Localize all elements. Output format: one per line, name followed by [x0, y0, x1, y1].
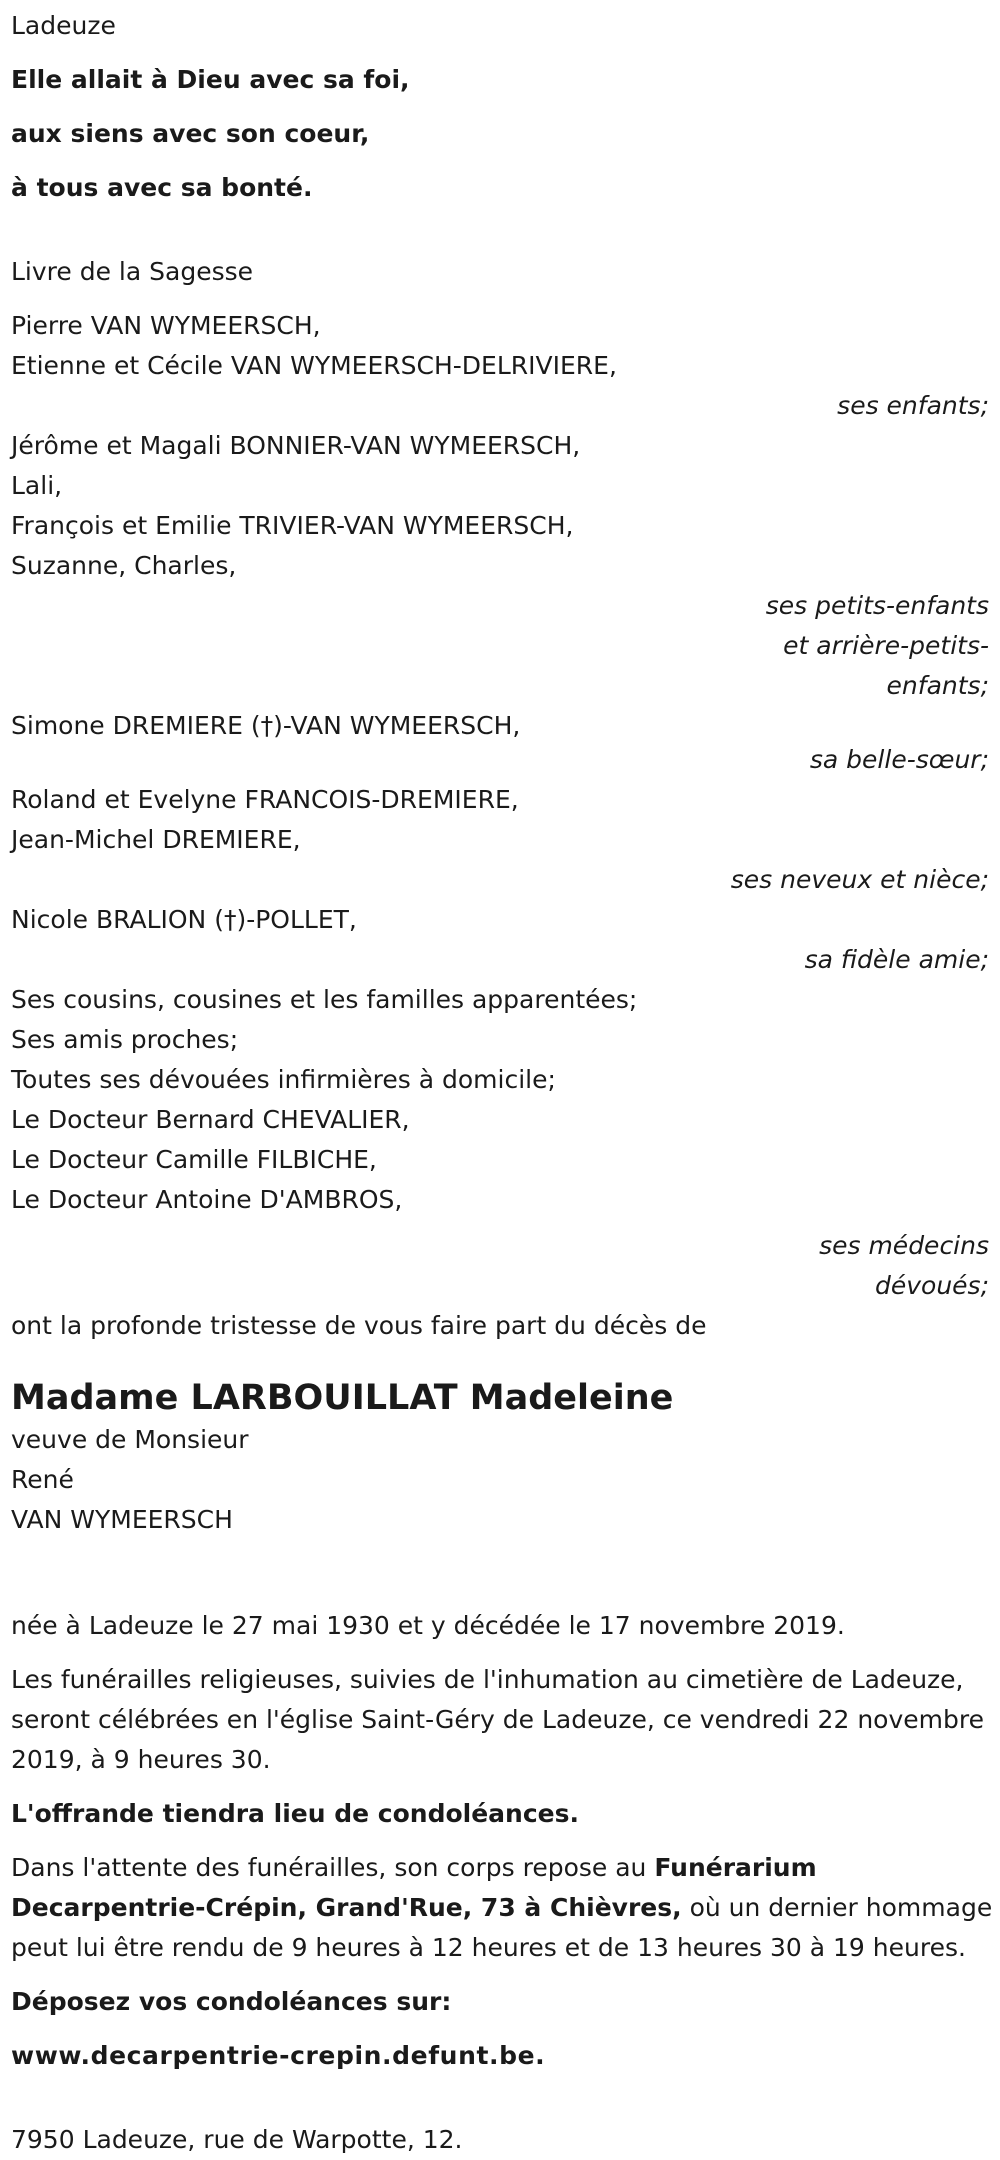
widow-line: veuve de Monsieur: [11, 1425, 249, 1454]
doctors-role: ses médecins: [819, 1231, 989, 1260]
other-relative: Ses amis proches;: [11, 1025, 239, 1054]
grandchild-name: Suzanne, Charles,: [11, 551, 237, 580]
child-name: Etienne et Cécile VAN WYMEERSCH-DELRIVIERE,: [11, 351, 617, 380]
doctor-name: Le Docteur Antoine D'AMBROS,: [11, 1185, 403, 1214]
doctor-name: Le Docteur Camille FILBICHE,: [11, 1145, 377, 1174]
nephew-name: Jean-Michel DREMIERE,: [11, 825, 301, 854]
friend-name: Nicole BRALION (†)-POLLET,: [11, 905, 357, 934]
sister-in-law-name: Simone DREMIERE (†)-VAN WYMEERSCH,: [11, 711, 521, 740]
offering-note: L'offrande tiendra lieu de condoléances.: [11, 1799, 579, 1828]
obituary-page: [0, 6, 1000, 2154]
quote-line-3: à tous avec sa bonté.: [11, 173, 313, 202]
family-address: 7950 Ladeuze, rue de Warpotte, 12.: [11, 2125, 463, 2154]
nephew-name: Roland et Evelyne FRANCOIS-DREMIERE,: [11, 785, 519, 814]
place-heading: Ladeuze: [11, 11, 116, 40]
grandchild-name: Jérôme et Magali BONNIER-VAN WYMEERSCH,: [11, 431, 581, 460]
birth-death: née à Ladeuze le 27 mai 1930 et y décédée le 17 novembre 2019.: [11, 1611, 845, 1640]
announcement-intro: ont la profonde tristesse de vous faire part du décès de: [11, 1311, 707, 1340]
deceased-name: Madame LARBOUILLAT Madeleine: [11, 1378, 674, 1418]
quote-source: Livre de la Sagesse: [11, 257, 254, 286]
widow-line: VAN WYMEERSCH: [11, 1505, 233, 1534]
condolences-label: Déposez vos condoléances sur:: [11, 1987, 452, 2016]
friend-role: sa fidèle amie;: [804, 945, 989, 974]
grandchild-name: Lali,: [11, 471, 63, 500]
quote-line-2: aux siens avec son coeur,: [11, 119, 370, 148]
other-relative: Toutes ses dévouées infirmières à domicile;: [11, 1065, 556, 1094]
grandchildren-role: et arrière-petits-: [783, 631, 989, 660]
rest-details: [11, 1848, 1000, 1968]
widow-line: René: [11, 1465, 74, 1494]
funeral-details: Les funérailles religieuses, suivies de l'inhumation au cimetière de Ladeuze, seront célébrées en l'église Saint-Géry de Ladeuze, ce vendredi 22 novembre 2019, à 9 heures 30.: [11, 1665, 984, 1774]
rest-before: Dans l'attente des funérailles, son corps repose au: [11, 1853, 655, 1882]
nephews-role: ses neveux et nièce;: [730, 865, 989, 894]
grandchild-name: François et Emilie TRIVIER-VAN WYMEERSCH,: [11, 511, 574, 540]
funerarium-address: Funérarium Decarpentrie-Crépin, Grand'Rue, 73 à Chièvres,: [11, 1853, 817, 1922]
rest-after: où un dernier hommage peut lui être rendu de 9 heures à 12 heures et de 13 heures 30 à 19 heures.: [11, 1893, 993, 1962]
grandchildren-role: enfants;: [886, 671, 989, 700]
other-relative: Ses cousins, cousines et les familles apparentées;: [11, 985, 638, 1014]
children-role: ses enfants;: [837, 391, 989, 420]
child-name: Pierre VAN WYMEERSCH,: [11, 311, 321, 340]
doctor-name: Le Docteur Bernard CHEVALIER,: [11, 1105, 410, 1134]
quote-line-1: Elle allait à Dieu avec sa foi,: [11, 65, 410, 94]
doctors-role: dévoués;: [874, 1271, 989, 1300]
grandchildren-role: ses petits-enfants: [765, 591, 989, 620]
condolences-url[interactable]: www.decarpentrie-crepin.defunt.be.: [11, 2041, 546, 2070]
sister-in-law-role: sa belle-sœur;: [809, 745, 989, 774]
